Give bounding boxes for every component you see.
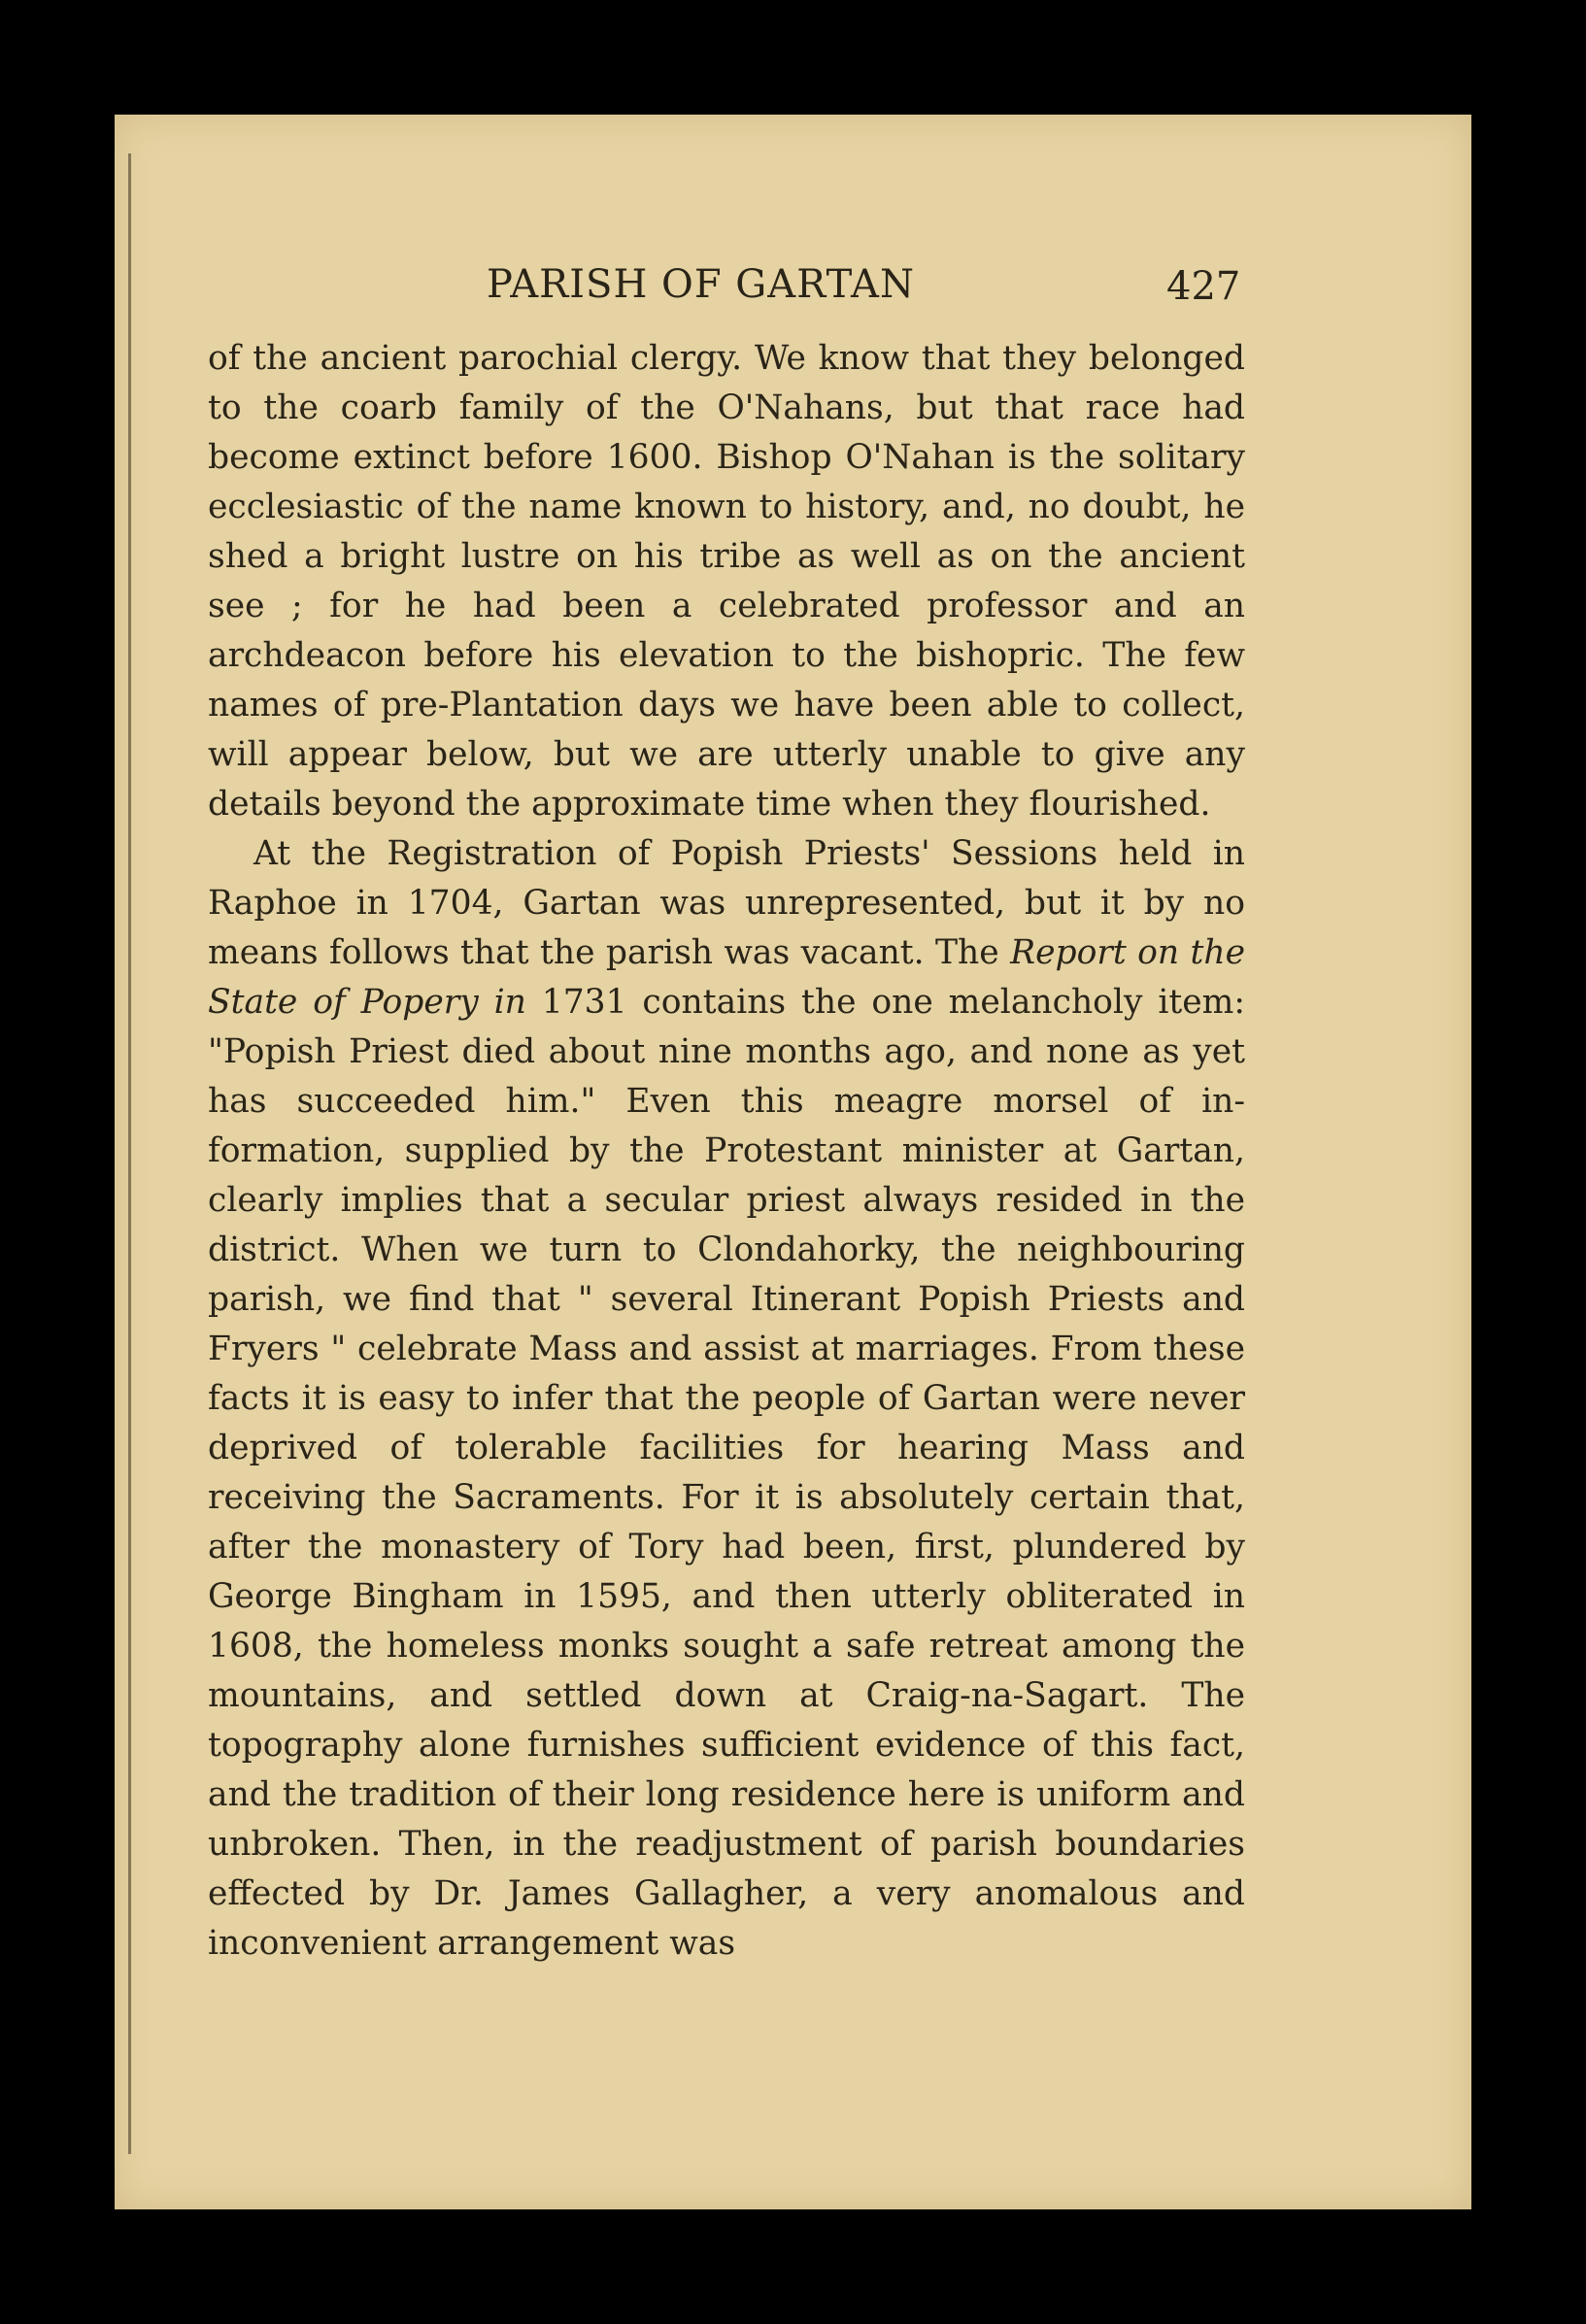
page-edge	[128, 153, 131, 2154]
running-title: PARISH OF GARTAN	[487, 262, 915, 307]
paragraph-2	[208, 829, 1245, 1969]
body-text	[208, 334, 1245, 1969]
paragraph-1: of the ancient parochial clergy. We know that they belonged to the coarb family of the O'Nahans, but that race had become extinct before 1600. Bishop O'Nahan is the solitary ecclesiastic of the name known to history, and, no doubt, he shed a bright lustre on his tribe as well as on the ancient see ; for he had been a celebrated professor and an archdeacon before his elevation to the bishopric. The few names of pre-Plantation days we have been able to collect, will appear below, but we are utterly unable to give any details beyond the approximate time when they flourished.	[208, 339, 1245, 824]
paragraph-2-start: At the Registration of Popish Priests' Sessions held in Raphoe in 1704, Gartan was unrepresented, but it by no means follows that the parish was vacant. The	[208, 834, 1245, 972]
report-title: Report on the State of Popery in	[208, 933, 1246, 1022]
book-page	[115, 115, 1471, 2209]
page-number: 427	[1166, 264, 1241, 309]
paragraph-2-rest: 1731 contains the one melancholy item: "Popish Priest died about nine months ago, and none as yet has succeeded him." Even this meagre morsel of information, supplied by the Protestant minister at Gartan, clearly implies that a secular priest always resided in the district. When we turn to Clondahorky, the neighbouring parish, we find that " several Itinerant Popish Priests and Fryers " celebrate Mass and assist at marriages. From these facts it is easy to infer that the people of Gartan were never deprived of tolerable facilities for hearing Mass and receiving the Sacraments. For it is absolutely certain that, after the monastery of Tory had been, first, plundered by George Bingham in 1595, and then utterly obliterated in 1608, the homeless monks sought a safe retreat among the mountains, and settled down at Craig-na-Sagart. The topography alone furnishes sufficient evidence of this fact, and the tradition of their long residence here is uniform and unbroken. Then, in the readjustment of parish boundaries effected by Dr. James Gallagher, a very anomalous and inconvenient arrangement was	[208, 983, 1245, 1963]
running-head	[115, 253, 1471, 320]
